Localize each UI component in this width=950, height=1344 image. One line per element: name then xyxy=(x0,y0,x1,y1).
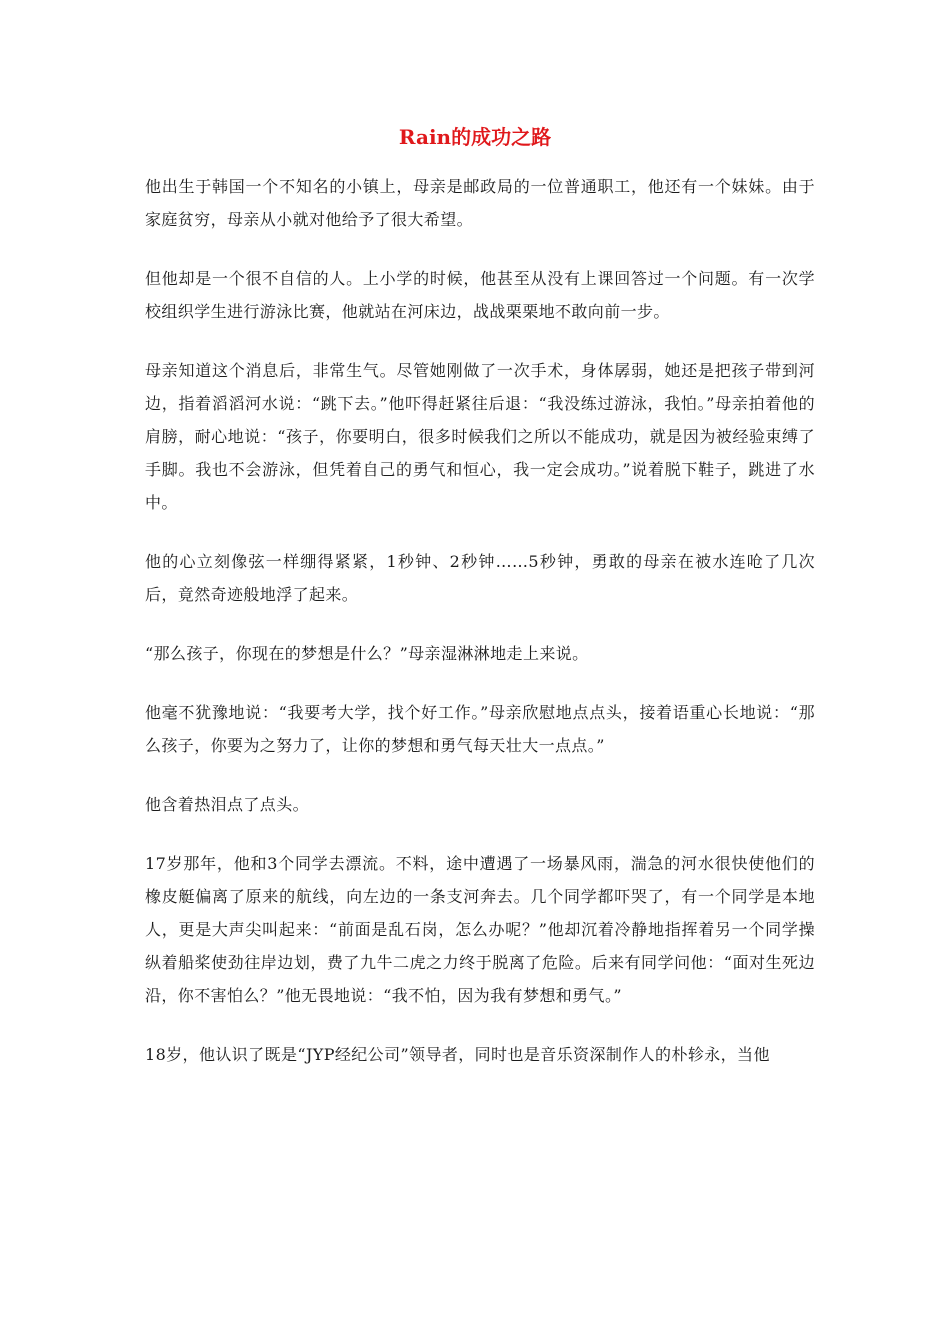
paragraph-2: 但他却是一个很不自信的人。上小学的时候，他甚至从没有上课回答过一个问题。有一次学校组织学生进行游泳比赛，他就站在河床边，战战栗栗地不敢向前一步。 xyxy=(145,269,815,321)
paragraph-5: “那么孩子，你现在的梦想是什么？”母亲湿淋淋地走上来说。 xyxy=(145,644,589,663)
paragraph-3: 母亲知道这个消息后，非常生气。尽管她刚做了一次手术，身体孱弱，她还是把孩子带到河边，指着滔滔河水说：“跳下去。”他吓得赶紧往后退：“我没练过游泳，我怕。”母亲拍着他的肩膀，耐心地说：“孩子，你要明白，很多时候我们之所以不能成功，就是因为被经验束缚了手脚。我也不会游泳，但凭着自己的勇气和恒心，我一定会成功。”说着脱下鞋子，跳进了水中。 xyxy=(145,361,815,512)
paragraph-1: 他出生于韩国一个不知名的小镇上，母亲是邮政局的一位普通职工，他还有一个妹妹。由于家庭贫穷，母亲从小就对他给予了很大希望。 xyxy=(145,177,815,229)
paragraph-6: 他毫不犹豫地说：“我要考大学，找个好工作。”母亲欣慰地点点头，接着语重心长地说：“那么孩子，你要为之努力了，让你的梦想和勇气每天壮大一点点。” xyxy=(145,703,815,755)
paragraph-9: 18岁，他认识了既是“JYP经纪公司”领导者，同时也是音乐资深制作人的朴轸永，当他 xyxy=(145,1045,770,1064)
article-title: Rain的成功之路 xyxy=(398,125,552,149)
paragraph-8: 17岁那年，他和3个同学去漂流。不料，途中遭遇了一场暴风雨，湍急的河水很快使他们的橡皮艇偏离了原来的航线，向左边的一条支河奔去。几个同学都吓哭了，有一个同学是本地人，更是大声尖叫起来：“前面是乱石岗，怎么办呢？”他却沉着冷静地指挥着另一个同学操纵着船桨使劲往岸边划，费了九牛二虎之力终于脱离了危险。后来有同学问他：“面对生死边沿，你不害怕么？”他无畏地说：“我不怕，因为我有梦想和勇气。” xyxy=(145,854,815,1005)
paragraph-7: 他含着热泪点了点头。 xyxy=(145,795,310,814)
paragraph-4: 他的心立刻像弦一样绷得紧紧，1秒钟、2秒钟……5秒钟，勇敢的母亲在被水连呛了几次后，竟然奇迹般地浮了起来。 xyxy=(145,552,815,604)
article-body xyxy=(145,170,815,1097)
